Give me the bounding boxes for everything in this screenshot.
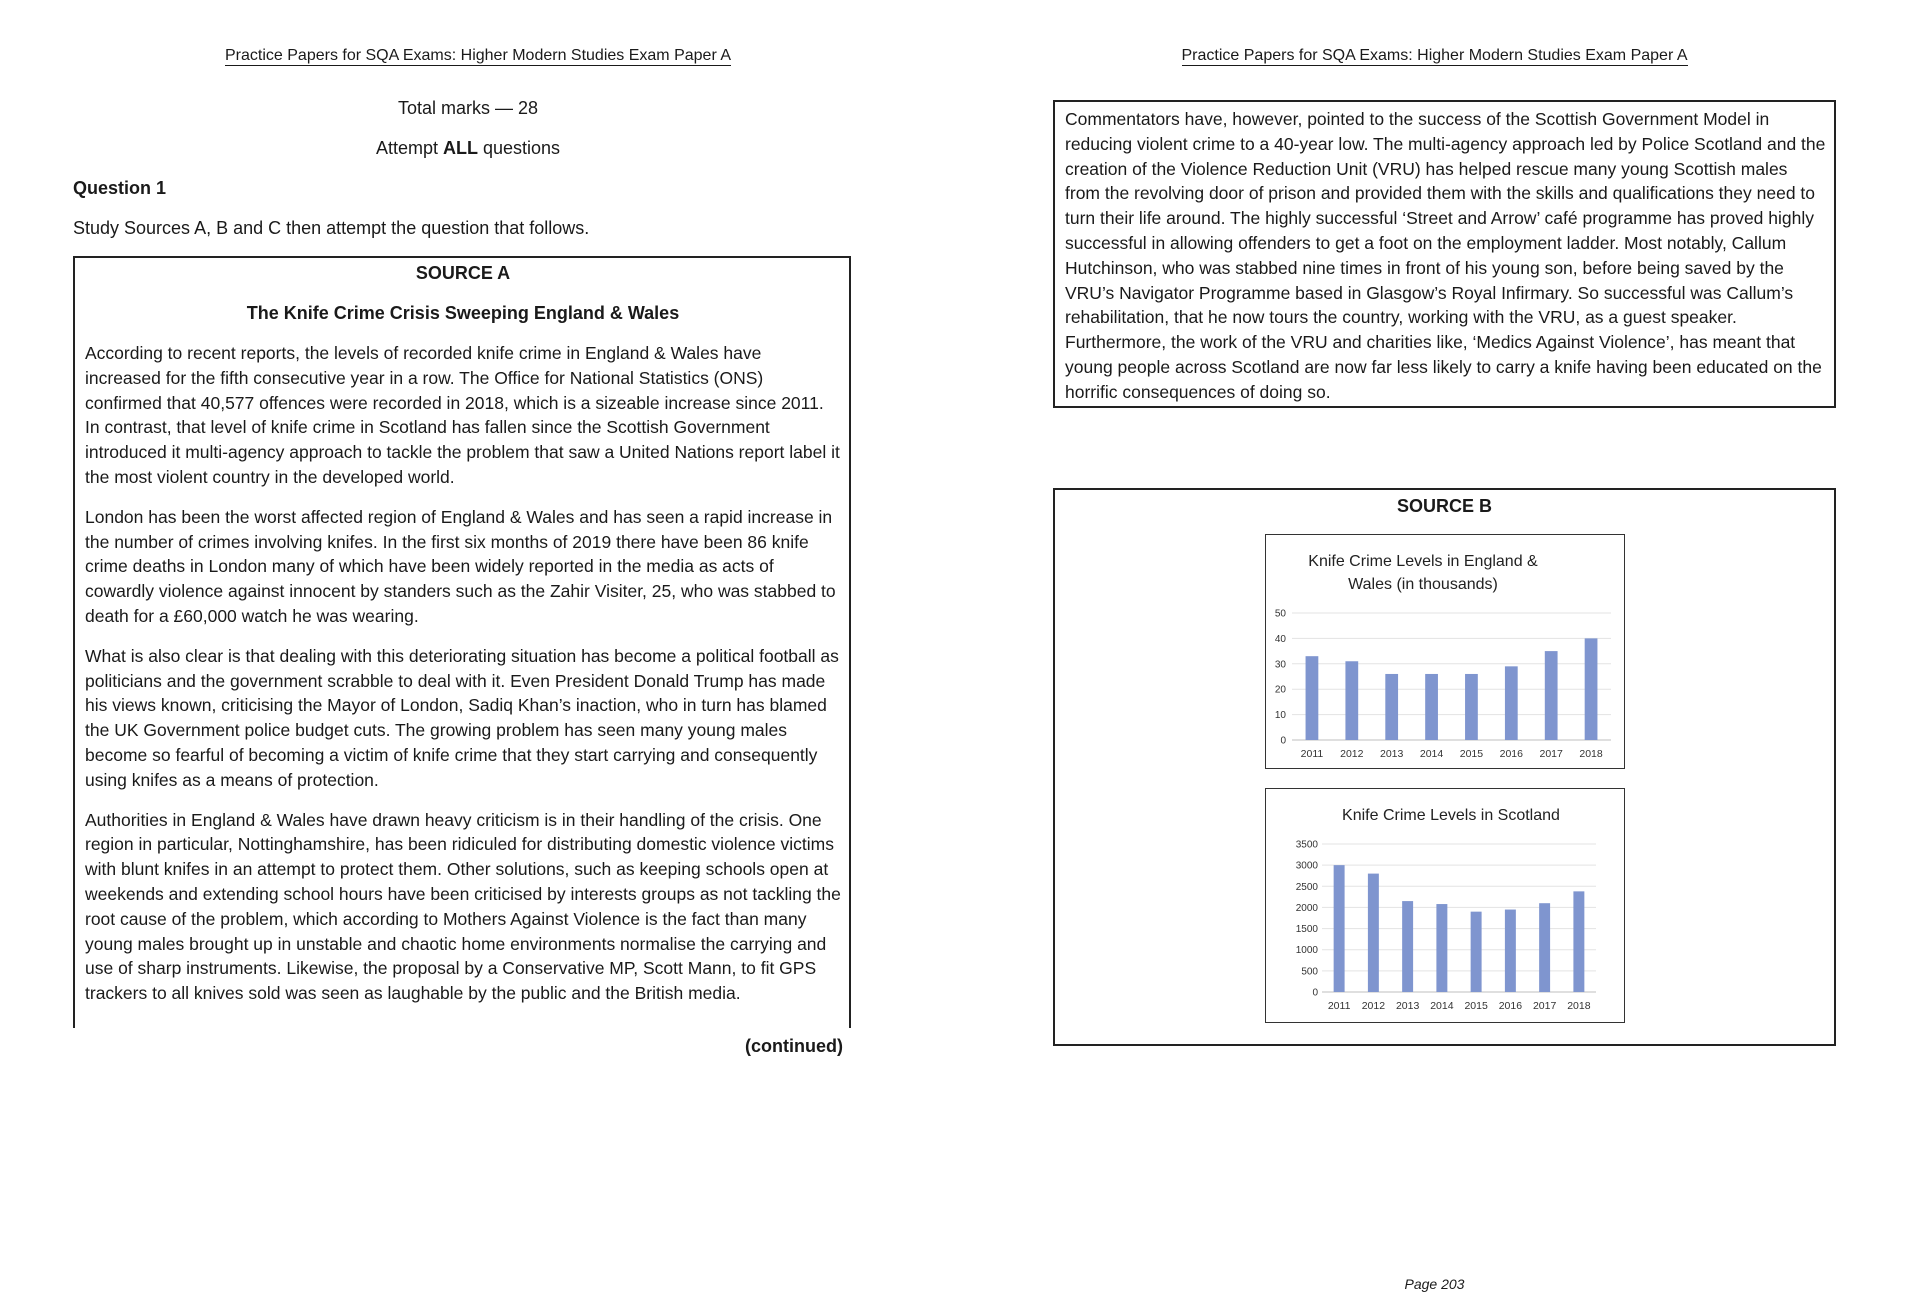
x-tick-label: 2017: [1539, 748, 1563, 760]
x-tick-label: 2013: [1395, 1000, 1420, 1012]
bar: [1505, 910, 1516, 992]
bar: [1465, 674, 1478, 740]
attempt-bold: ALL: [442, 138, 478, 158]
y-tick-label: 10: [1274, 710, 1286, 722]
bar: [1425, 674, 1438, 740]
y-tick-label: 1000: [1295, 945, 1318, 957]
bar: [1306, 656, 1319, 740]
total-marks: Total marks — 28: [397, 98, 539, 118]
question-instruction: Study Sources A, B and C then attempt the question that follows.: [73, 218, 590, 238]
bar: [1471, 912, 1482, 992]
chart-title-line: Wales (in thousands): [1348, 576, 1498, 593]
bar: [1545, 651, 1558, 740]
source-b-title: SOURCE B: [1396, 496, 1492, 516]
x-tick-label: 2017: [1532, 1000, 1557, 1012]
y-tick-label: 40: [1274, 633, 1286, 645]
source-a-paragraph: London has been the worst affected region of England & Wales and has seen a rapid increase in the number of crimes involving knifes. In the first six months of 2019 there have been 86 knife crime deaths in London many of which have been widely reported in the media as acts of cowardly violence against innocent by standers such as the Zahir Visiter, 25, who was stabbed to death for a £60,000 watch he was wearing.: [85, 506, 836, 626]
x-tick-label: 2016: [1498, 1000, 1523, 1012]
y-tick-label: 50: [1274, 608, 1286, 620]
y-tick-label: 2500: [1295, 881, 1318, 893]
source-a-paragraph: According to recent reports, the levels of recorded knife crime in England & Wales have increased for the fifth consecutive year in a row. The Office for National Statistics (ONS) confirmed that 40,577 offences were recorded in 2018, which is a sizeable increase since 2011. In contrast, that level of knife crime in Scotland has fallen since the Scottish Government introduced it multi-agency approach to tackle the problem that saw a United Nations report label it the most violent country in the developed world.: [85, 343, 840, 487]
y-tick-label: 30: [1274, 659, 1286, 671]
source-a-subtitle: The Knife Crime Crisis Sweeping England & Wales: [246, 303, 680, 323]
chart-title-line: Knife Crime Levels in England &: [1308, 553, 1538, 570]
x-tick-label: 2012: [1361, 1000, 1386, 1012]
source-a-box: [73, 256, 851, 1028]
x-tick-label: 2014: [1430, 1000, 1454, 1012]
x-tick-label: 2016: [1499, 748, 1523, 760]
bar: [1585, 638, 1598, 740]
attempt-suffix: questions: [477, 138, 561, 158]
running-header-right: [956, 47, 1913, 65]
y-tick-label: 2000: [1295, 902, 1318, 914]
bar: [1436, 904, 1447, 992]
scotland-chart-svg: [1266, 789, 1623, 1021]
bar: [1385, 674, 1398, 740]
y-tick-label: 500: [1301, 966, 1318, 978]
bar: [1334, 865, 1345, 992]
bar: [1368, 874, 1379, 992]
y-tick-label: 1500: [1295, 924, 1318, 936]
bar: [1573, 891, 1584, 992]
source-a-continuation: Commentators have, however, pointed to the success of the Scottish Government Model in reducing violent crime to a 40-year low. The multi-agency approach led by Police Scotland and the creation of the Violence Reduction Unit (VRU) has helped rescue many young Scottish males from the revolving door of prison and provided them with the skills and qualifications they need to turn their life around. The highly successful ‘Street and Arrow’ café programme has proved highly successful in allowing offenders to get a foot on the employment ladder. Most notably, Callum Hutchinson, who was stabbed nine times in front of his young son, before being saved by the VRU’s Navigator Programme based in Glasgow’s Royal Infirmary. So successful was Callum’s rehabilitation, that he now tours the country, working with the VRU, as a guest speaker. Furthermore, the work of the VRU and charities like, ‘Medics Against Violence’, has meant that young people across Scotland are now far less likely to carry a knife having been educated on the horrific consequences of doing so.: [1065, 109, 1826, 402]
source-a-title: SOURCE A: [415, 263, 511, 283]
x-tick-label: 2018: [1567, 1000, 1591, 1012]
running-header-text: Practice Papers for SQA Exams: Higher Modern Studies Exam Paper A: [1181, 47, 1688, 64]
source-b-box: [1053, 488, 1836, 1046]
x-tick-label: 2012: [1340, 748, 1364, 760]
x-tick-label: 2015: [1464, 1000, 1488, 1012]
attempt-prefix: Attempt: [375, 138, 443, 158]
running-header-left: [0, 47, 956, 65]
y-tick-label: 0: [1280, 735, 1286, 747]
page-number: Page 203: [1404, 1276, 1465, 1292]
attempt-instruction: [0, 138, 946, 159]
right-page: [956, 0, 1913, 1306]
chart-title-line: Knife Crime Levels in Scotland: [1342, 807, 1560, 824]
x-tick-label: 2011: [1300, 748, 1324, 760]
england-wales-chart-svg: [1266, 535, 1623, 767]
y-tick-label: 3500: [1295, 839, 1318, 851]
question-heading: Question 1: [73, 178, 167, 198]
source-a-continuation-box: [1053, 100, 1836, 408]
y-tick-label: 20: [1274, 684, 1286, 696]
source-a-paragraph: Authorities in England & Wales have drawn heavy criticism is in their handling of the crisis. One region in particular, Nottinghamshire, has been ridiculed for distributing domestic violence victims with blunt knifes in an attempt to protect them. Other solutions, such as keeping schools open at weekends and extending school hours have been criticised by interests groups as not tackling the root cause of the problem, which according to Mothers Against Violence is the fact than many young males brought up in unstable and chaotic home environments normalise the carrying and use of sharp instruments. Likewise, the proposal by a Conservative MP, Scott Mann, to fit GPS trackers to all knives sold was seen as laughable by the public and the British media.: [85, 809, 841, 1004]
scotland-chart: [1265, 788, 1625, 1023]
y-tick-label: 0: [1312, 987, 1318, 999]
bar: [1345, 661, 1358, 740]
x-tick-label: 2011: [1327, 1000, 1351, 1012]
running-header-text: Practice Papers for SQA Exams: Higher Modern Studies Exam Paper A: [225, 47, 731, 64]
left-page: [0, 0, 956, 1306]
x-tick-label: 2013: [1380, 748, 1404, 760]
continued-label: (continued): [745, 1036, 843, 1056]
y-tick-label: 3000: [1295, 860, 1318, 872]
bar: [1539, 903, 1550, 992]
england-wales-chart: [1265, 534, 1625, 769]
x-tick-label: 2014: [1419, 748, 1444, 760]
x-tick-label: 2018: [1579, 748, 1603, 760]
bar: [1402, 901, 1413, 992]
bar: [1505, 666, 1518, 740]
source-a-paragraph: What is also clear is that dealing with this deteriorating situation has become a political football as politicians and the government scrabble to deal with it. Even President Donald Trump has made his views known, criticising the Mayor of London, Sadiq Khan’s inaction, who in turn has blamed the UK Government police budget cuts. The growing problem has seen many young males become so fearful of becoming a victim of knife crime that they start carrying and consequently using knifes as a means of protection.: [85, 645, 839, 790]
x-tick-label: 2015: [1459, 748, 1484, 760]
